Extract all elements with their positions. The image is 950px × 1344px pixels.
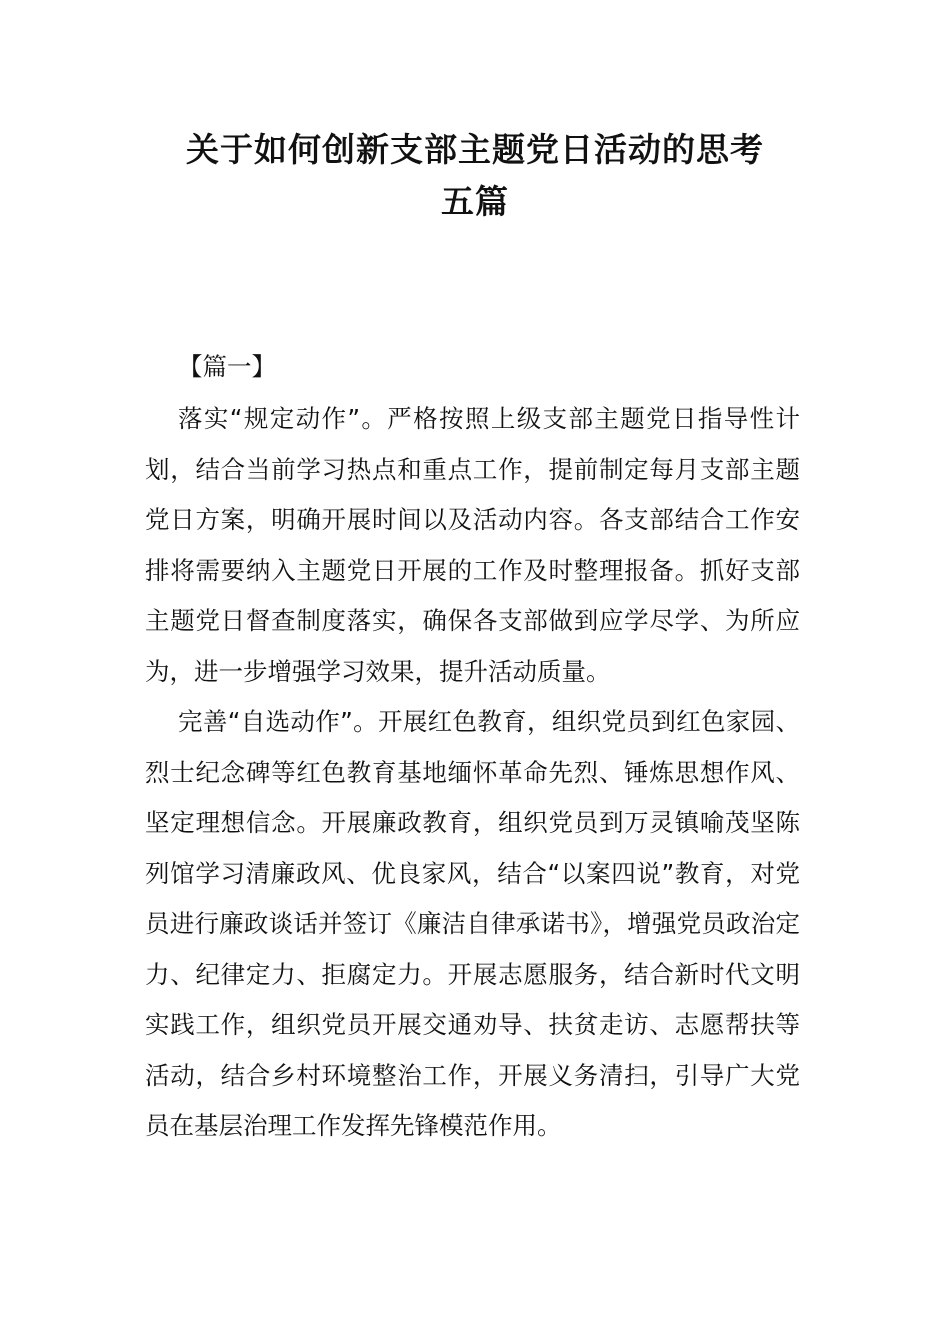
title-line-1: 关于如何创新支部主题党日活动的思考 [186, 130, 764, 169]
document-title [120, 124, 830, 228]
paragraph-1: 落实“规定动作”。严格按照上级支部主题党日指导性计划，结合当前学习热点和重点工作，提前制定每月支部主题党日方案，明确开展时间以及活动内容。各支部结合工作安排将需要纳入主题党日开展的工作及时整理报备。抓好支部主题党日督查制度落实，确保各支部做到应学尽学、为所应为，进一步增强学习效果，提升活动质量。 [145, 404, 800, 686]
section-label: 【篇一】 [178, 352, 276, 381]
document-body [145, 342, 800, 1152]
title-line-2: 五篇 [441, 182, 509, 221]
paragraph-2: 完善“自选动作”。开展红色教育，组织党员到红色家园、烈士纪念碑等红色教育基地缅怀革命先烈、锤炼思想作风、坚定理想信念。开展廉政教育，组织党员到万灵镇喻茂坚陈列馆学习清廉政风、优良家风，结合“以案四说”教育，对党员进行廉政谈话并签订《廉洁自律承诺书》，增强党员政治定力、纪律定力、拒腐定力。开展志愿服务，结合新时代文明实践工作，组织党员开展交通劝导、扶贫走访、志愿帮扶等活动，结合乡村环境整治工作，开展义务清扫，引导广大党员在基层治理工作发挥先锋模范作用。 [145, 707, 800, 1140]
